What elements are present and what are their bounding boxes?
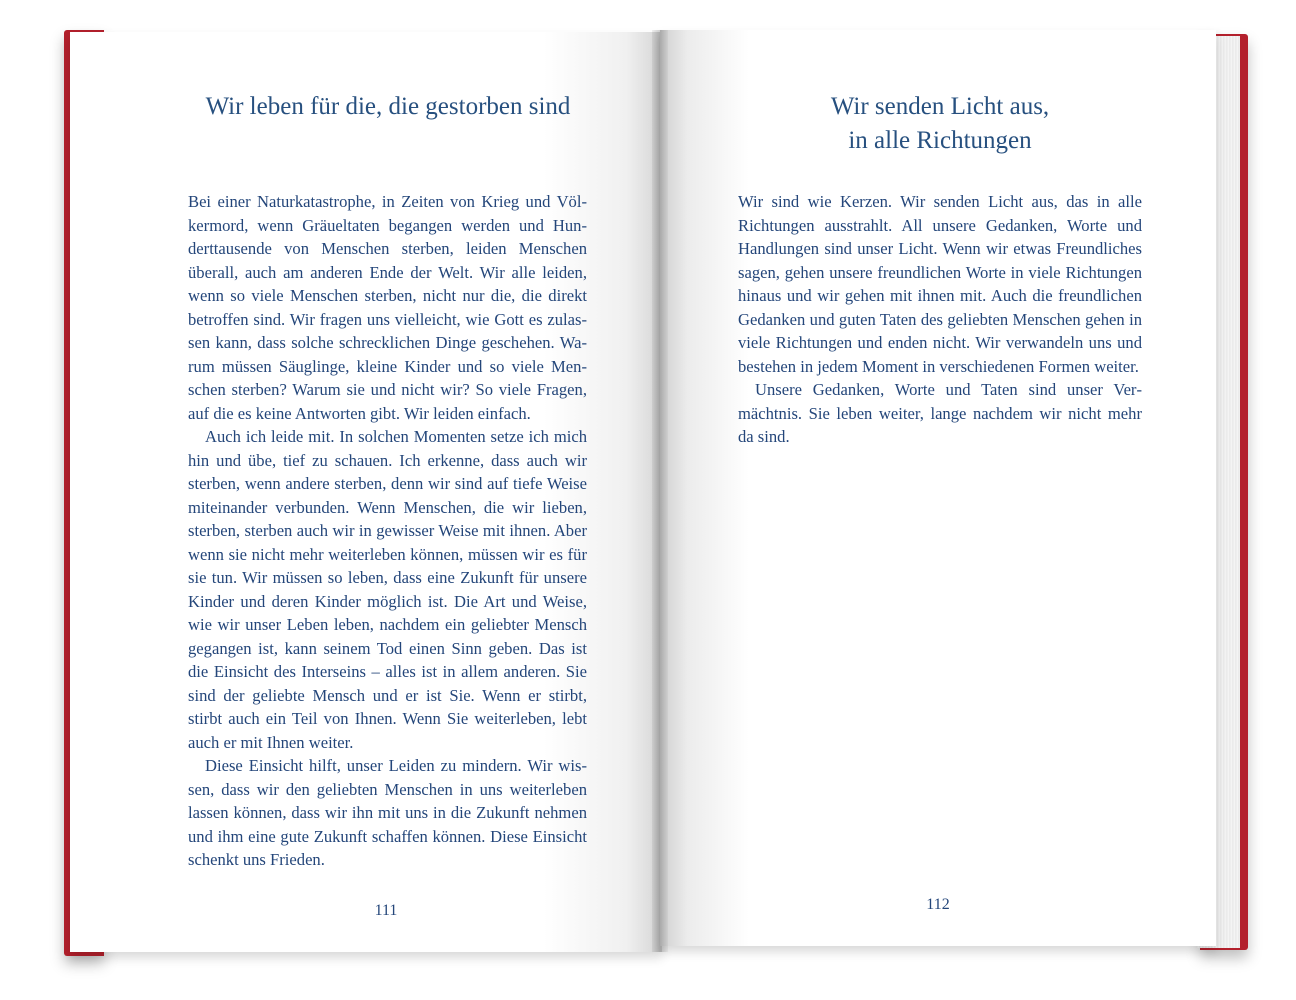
right-paragraph-1: Wir sind wie Kerzen. Wir senden Licht aus, das in alle Richtungen ausstrahlt. All unsere Gedanken, Worte und Handlungen sind unser Licht. Wenn wir etwas Freundliches sagen, gehen unsere freundlichen Worte in viele Richtungen hinaus und wir gehen mit ihnen mit. Auch die freundlichen Gedanken und guten Taten des geliebten Menschen gehen in viele Richtungen und enden nicht. Wir verwandeln uns und bestehen in jedem Moment in verschiedenen Formen weiter. — [738, 192, 1142, 376]
right-page-title — [736, 90, 1144, 158]
left-paragraph-1: Bei einer Naturkatastrophe, in Zeiten von Krieg und Völkermord, wenn Gräueltaten begangen werden und Hunderttausende von Menschen sterben, leiden Menschen überall, auch am anderen Ende der Welt. Wir alle leiden, wenn so viele Menschen sterben, nicht nur die, die direkt betroffen sind. Wir fragen uns vielleicht, wie Gott es zulassen kann, dass solche schrecklichen Dinge geschehen. Warum müssen Säuglinge, kleine Kinder und so viele Menschen sterben? Warum sie und nicht wir? So viele Fragen, auf die es keine Antworten gibt. Wir leiden einfach. — [188, 192, 587, 423]
right-paragraph-2: Unsere Gedanken, Worte und Taten sind unser Vermächtnis. Sie leben weiter, lange nachdem wir nicht mehr da sind. — [738, 380, 1142, 446]
book-gutter — [652, 30, 668, 952]
left-paragraph-3: Diese Einsicht hilft, unser Leiden zu mindern. Wir wissen, dass wir den geliebten Menschen in uns weiterleben lassen können, dass wir ihn mit uns in die Zukunft nehmen und ihm eine gute Zukunft schaffen können. Diese Einsicht schenkt uns Frieden. — [188, 756, 587, 869]
right-title-line-1: Wir senden Licht aus, — [830, 93, 1050, 120]
right-page — [660, 30, 1216, 946]
left-page-title: Wir leben für die, die gestorben sind — [205, 93, 571, 120]
right-page-body — [738, 190, 1142, 449]
left-paragraph-2: Auch ich leide mit. In solchen Momenten setze ich mich hin und übe, tief zu schauen. Ich erkenne, dass auch wir sterben, wenn andere sterben, denn wir sind auf tiefe Weise miteinander verbunden. Wenn Menschen, die wir lieben, sterben, sterben auch wir in gewisser Weise mit ihnen. Aber wenn sie nicht mehr weiterleben können, müssen wir es für sie tun. Wir müssen so leben, dass eine Zukunft für unsere Kinder und deren Kinder möglich ist. Die Art und Weise, wie wir unser Leben leben, nachdem ein geliebter Mensch gegangen ist, kann seinem Tod einen Sinn geben. Das ist die Einsicht des Interseins – alles ist in allem anderen. Sie sind der geliebte Mensch und er ist Sie. Wenn er stirbt, stirbt auch ein Teil von Ihnen. Wenn Sie weiterleben, lebt auch er mit Ihnen weiter. — [188, 427, 587, 752]
left-page-number: 111 — [374, 902, 398, 919]
left-page-body — [188, 190, 587, 872]
right-page-number: 112 — [926, 896, 950, 913]
right-title-line-2: in alle Richtungen — [848, 127, 1032, 154]
